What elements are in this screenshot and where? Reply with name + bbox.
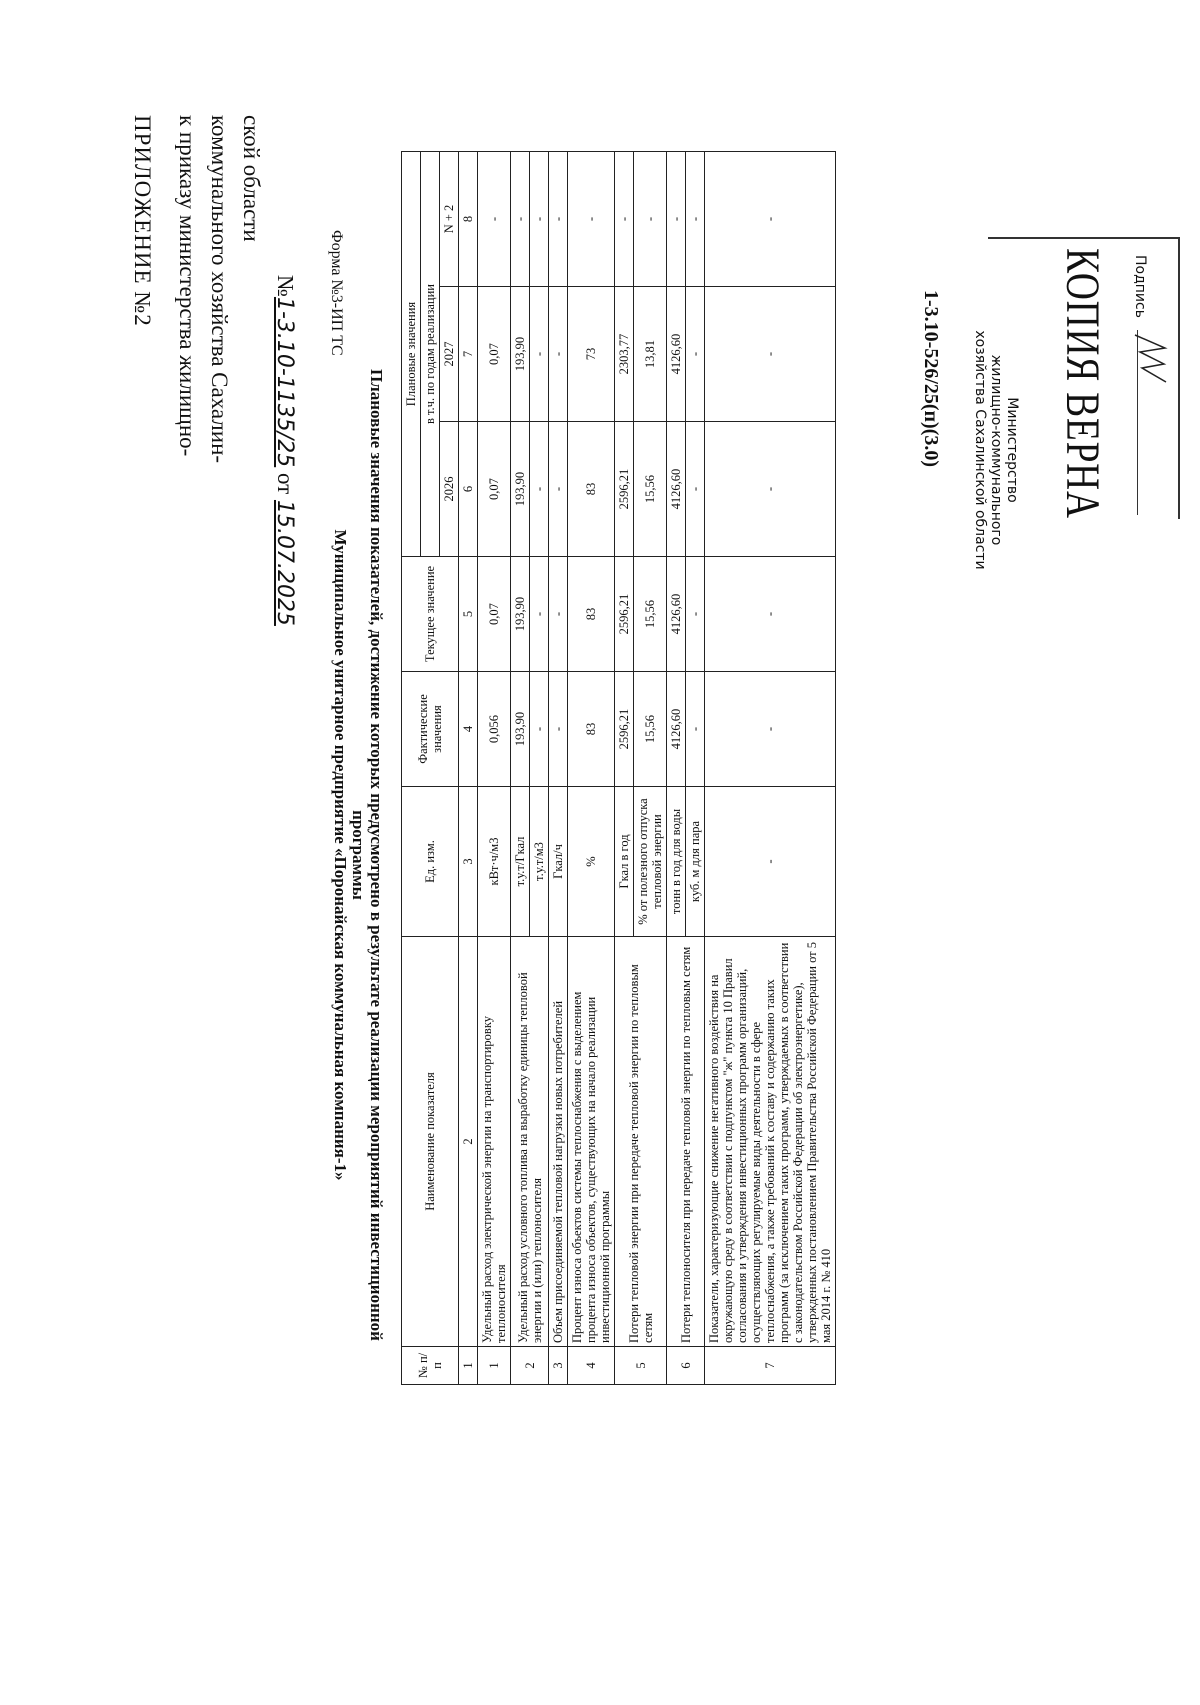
- stamp-copy-true: КОПИЯ ВЕРНА: [1056, 248, 1109, 519]
- stamp-ministry: [972, 330, 1020, 570]
- row-n2: -: [478, 152, 511, 287]
- row-current: 83: [568, 557, 615, 672]
- order-reference: [272, 275, 298, 626]
- row-actual: 83: [568, 672, 615, 787]
- row-2026: 15,56: [634, 422, 667, 557]
- table-title-line-1: Плановые значения показателей, достижение которых предусмотрено в результате реализации мероприятий инвестиционной программы: [349, 369, 386, 1341]
- row-n2: -: [511, 152, 530, 287]
- row-n2: -: [686, 152, 705, 287]
- header-actual: Фактические значения: [402, 672, 459, 787]
- table-row: [667, 152, 686, 1385]
- row-current: 193,90: [511, 557, 530, 672]
- row-2026: 0,07: [478, 422, 511, 557]
- row-unit: Гкал/ч: [549, 787, 568, 937]
- table-row: [615, 152, 634, 1385]
- order-date: 15.07.2025: [272, 499, 297, 626]
- table-title: [331, 360, 385, 1350]
- row-name: Показатели, характеризующие снижение негативного воздействия на окружающую среду в соответствии с подпунктом "ж" пункта 10 Правил согласования и утверждения инвестиционных программ организаций, осуществляющих регулируемые виды деятельности в сфере теплоснабжения, а также требований к составу и содержанию таких программ (за исключением таких программ, утверждаемых в соответствии с законодательством Российской Федерации об электроэнергетике), утвержденных постановлением Правительства Российской Федерации от 5 мая 2014 г. № 410: [705, 937, 836, 1347]
- document-code: 1-3.10-526/25(п)(3.0): [920, 290, 942, 468]
- row-current: -: [549, 557, 568, 672]
- stamp-ministry-line-3: хозяйства Сахалинской области: [972, 330, 988, 570]
- row-2026: -: [705, 422, 836, 557]
- header-name: Наименование показателя: [402, 937, 459, 1347]
- row-name: Потери тепловой энергии при передаче тепловой энергии по тепловым сетям: [615, 937, 667, 1347]
- row-n2: -: [530, 152, 549, 287]
- row-unit: %: [568, 787, 615, 937]
- row-unit: куб. м для пара: [686, 787, 705, 937]
- table-row: [478, 152, 511, 1385]
- table-row: [568, 152, 615, 1385]
- order-prefix: №: [273, 275, 298, 297]
- row-name: Удельный расход условного топлива на выработку единицы тепловой энергии и (или) теплоносителя: [511, 937, 549, 1347]
- table-row: [549, 152, 568, 1385]
- col-number: 1: [459, 1347, 478, 1385]
- row-num: 1: [478, 1347, 511, 1385]
- row-n2: -: [549, 152, 568, 287]
- row-2026: -: [549, 422, 568, 557]
- header-2027: 2027: [440, 287, 459, 422]
- row-current: -: [705, 557, 836, 672]
- row-num: 5: [615, 1347, 667, 1385]
- row-2027: -: [705, 287, 836, 422]
- row-2027: 13,81: [634, 287, 667, 422]
- row-current: 2596,21: [615, 557, 634, 672]
- row-2027: -: [530, 287, 549, 422]
- row-2027: -: [686, 287, 705, 422]
- col-number: 7: [459, 287, 478, 422]
- indicators-table: [401, 151, 836, 1385]
- row-num: 7: [705, 1347, 836, 1385]
- column-numbers-row: [459, 152, 478, 1385]
- row-current: -: [686, 557, 705, 672]
- row-unit: кВт·ч/м3: [478, 787, 511, 937]
- row-name: Процент износа объектов системы теплоснабжения с выделением процента износа объектов, существующих на начало реализации инвестиционной программы: [568, 937, 615, 1347]
- order-number: 1-3.10-1135/25: [272, 296, 297, 468]
- col-number: 4: [459, 672, 478, 787]
- header-by-years: в т.ч. по годам реализации: [421, 152, 440, 557]
- row-n2: -: [667, 152, 686, 287]
- row-2026: 193,90: [511, 422, 530, 557]
- row-2027: 193,90: [511, 287, 530, 422]
- row-actual: -: [530, 672, 549, 787]
- row-n2: -: [568, 152, 615, 287]
- row-2027: 2303,77: [615, 287, 634, 422]
- row-2027: 73: [568, 287, 615, 422]
- row-current: 4126,60: [667, 557, 686, 672]
- col-number: 3: [459, 787, 478, 937]
- row-unit: тонн в год для воды: [667, 787, 686, 937]
- header-row-1: [402, 152, 421, 1385]
- header-unit: Ед. изм.: [402, 787, 459, 937]
- appendix-title: ПРИЛОЖЕНИЕ №2: [130, 115, 155, 327]
- header-planned: Плановые значения: [402, 152, 421, 557]
- row-unit: т.у.т/м3: [530, 787, 549, 937]
- col-number: 6: [459, 422, 478, 557]
- row-2026: -: [530, 422, 549, 557]
- indicators-table-wrapper: [401, 152, 833, 1385]
- row-actual: 4126,60: [667, 672, 686, 787]
- col-number: 2: [459, 937, 478, 1347]
- row-n2: -: [615, 152, 634, 287]
- row-unit: т.у.т/Гкал: [511, 787, 530, 937]
- row-actual: 0,056: [478, 672, 511, 787]
- row-num: 6: [667, 1347, 705, 1385]
- row-2026: 83: [568, 422, 615, 557]
- row-actual: 15,56: [634, 672, 667, 787]
- header-line-1: к приказу министерства жилищно-: [175, 115, 200, 457]
- header-line-2: коммунального хозяйства Сахалин-: [207, 115, 232, 464]
- row-current: 15,56: [634, 557, 667, 672]
- row-2026: 2596,21: [615, 422, 634, 557]
- row-num: 2: [511, 1347, 549, 1385]
- table-title-line-2: Муниципальное унитарное предприятие «Поронайская коммунальная компания-1»: [331, 529, 350, 1181]
- date-prefix: от: [273, 472, 298, 495]
- stamp-ministry-line-2: жилищно-коммунального: [988, 354, 1004, 546]
- row-current: 0,07: [478, 557, 511, 672]
- row-unit: -: [705, 787, 836, 937]
- row-2026: 4126,60: [667, 422, 686, 557]
- signature-mark-icon: [1130, 330, 1170, 390]
- row-unit: % от полезного отпуска тепловой энергии: [634, 787, 667, 937]
- row-2026: -: [686, 422, 705, 557]
- table-row: [705, 152, 836, 1385]
- table-row: [511, 152, 530, 1385]
- row-num: 3: [549, 1347, 568, 1385]
- row-actual: -: [686, 672, 705, 787]
- row-name: Объем присоединяемой тепловой нагрузки новых потребителей: [549, 937, 568, 1347]
- row-2027: 4126,60: [667, 287, 686, 422]
- row-2027: 0,07: [478, 287, 511, 422]
- row-current: -: [530, 557, 549, 672]
- row-actual: 2596,21: [615, 672, 634, 787]
- row-num: 4: [568, 1347, 615, 1385]
- row-n2: -: [705, 152, 836, 287]
- row-n2: -: [634, 152, 667, 287]
- header-2026: 2026: [440, 422, 459, 557]
- row-2027: -: [549, 287, 568, 422]
- col-number: 8: [459, 152, 478, 287]
- header-current: Текущее значение: [402, 557, 459, 672]
- stamp-signature-label: Подпись: [1132, 255, 1148, 318]
- stamp-ministry-line-1: Министерство: [1004, 397, 1020, 503]
- form-label: Форма №3-ИП ТС: [328, 230, 345, 356]
- row-actual: -: [549, 672, 568, 787]
- row-name: Удельный расход электрической энергии на транспортировку теплоносителя: [478, 937, 511, 1347]
- header-num: № п/п: [402, 1347, 459, 1385]
- header-line-3: ской области: [239, 115, 264, 242]
- row-actual: 193,90: [511, 672, 530, 787]
- col-number: 5: [459, 557, 478, 672]
- row-actual: -: [705, 672, 836, 787]
- row-name: Потери теплоносителя при передаче тепловой энергии по тепловым сетям: [667, 937, 705, 1347]
- row-unit: Гкал в год: [615, 787, 634, 937]
- header-n2: N + 2: [440, 152, 459, 287]
